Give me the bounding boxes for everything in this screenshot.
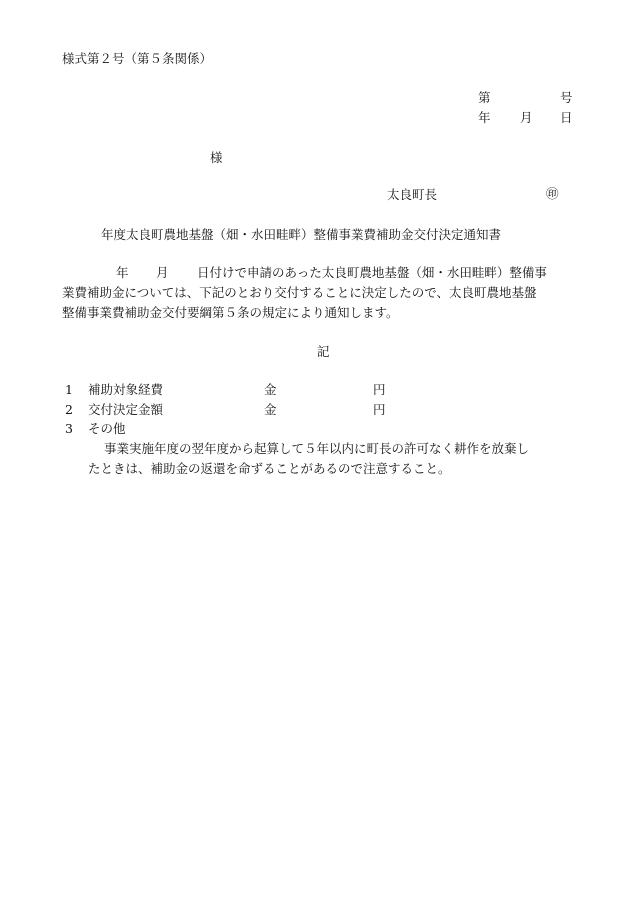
body-line3: 整備事業費補助金交付要綱第５条の規定により通知します。	[62, 305, 399, 320]
item-number: 3	[65, 421, 73, 436]
item-kin: 金	[264, 402, 277, 417]
item-label: 補助対象経費	[88, 382, 164, 397]
other-text-line1: 事業実施年度の翌年度から起算して５年以内に町長の許可なく耕作を放棄し	[104, 441, 530, 456]
number-go: 号	[560, 90, 573, 105]
item-label: その他	[88, 421, 126, 436]
date-month: 月	[520, 110, 533, 125]
body-line1: 日付けで申請のあった太良町農地基盤（畑・水田畦畔）整備事	[197, 265, 547, 280]
seal-mark: ㊞	[546, 186, 559, 201]
ki-heading: 記	[317, 344, 330, 359]
form-label: 様式第２号（第５条関係）	[62, 51, 213, 66]
date-day: 日	[560, 110, 573, 125]
item-yen: 円	[373, 402, 386, 417]
item-yen: 円	[373, 382, 386, 397]
other-text-line2: たときは、補助金の返還を命ずることがあるので注意すること。	[88, 461, 451, 476]
addressee-suffix: 様	[210, 150, 223, 165]
item-label: 交付決定金額	[88, 402, 164, 417]
document-title: 年度太良町農地基盤（畑・水田畦畔）整備事業費補助金交付決定通知書	[101, 227, 502, 242]
item-number: 1	[65, 382, 73, 397]
item-number: 2	[65, 402, 73, 417]
date-year: 年	[478, 110, 491, 125]
body-month: 月	[156, 265, 169, 280]
sender-title: 太良町長	[387, 187, 438, 202]
number-dai: 第	[478, 90, 491, 105]
body-year: 年	[116, 265, 129, 280]
body-line2: 業費補助金については、下記のとおり交付することに決定したので、太良町農地基盤	[62, 285, 537, 300]
item-kin: 金	[264, 382, 277, 397]
